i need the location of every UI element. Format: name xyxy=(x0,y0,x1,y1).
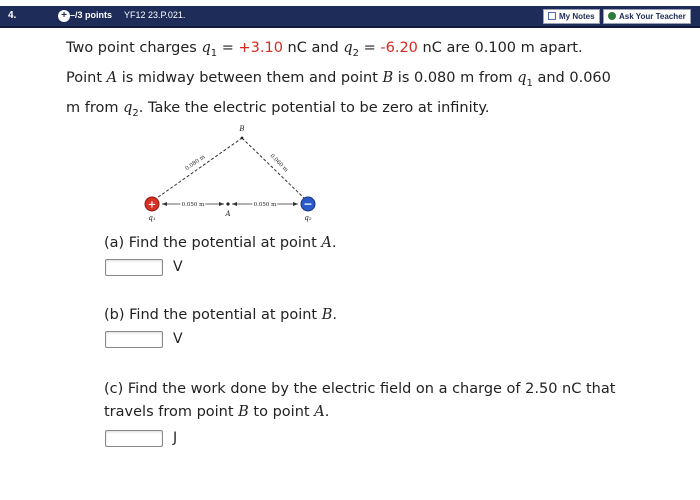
q2-sign: − xyxy=(303,197,313,211)
point-b-label: B xyxy=(321,307,333,323)
points-label: –/3 points xyxy=(70,10,113,20)
question-number: 4. xyxy=(8,10,17,21)
period: . xyxy=(324,404,330,420)
ask-plus-icon xyxy=(608,12,616,20)
part-a-answer-row xyxy=(105,256,183,278)
my-notes-label: My Notes xyxy=(559,12,595,21)
diagonal-b-q2 xyxy=(242,138,306,200)
problem-text: nC and xyxy=(282,40,344,56)
arrowhead xyxy=(293,202,298,206)
point-b-label: B xyxy=(238,404,249,420)
point-a-label: A xyxy=(314,404,325,420)
arrowhead xyxy=(232,202,237,206)
part-a-text: (a) Find the potential at point xyxy=(104,235,322,251)
part-c-text-line-1: (c) Find the work done by the electric field on a charge of 2.50 nC that xyxy=(104,381,616,397)
problem-text: is 0.080 m from xyxy=(393,69,518,86)
q2-subscript: 2 xyxy=(352,47,360,59)
arrowhead xyxy=(162,202,167,206)
label-dist-left-base: 0.050 m xyxy=(181,202,205,208)
equals: = xyxy=(217,40,239,56)
part-b-text: (b) Find the potential at point xyxy=(104,307,322,323)
q1-symbol: q xyxy=(201,40,211,56)
q1-subscript: 1 xyxy=(526,77,533,89)
q2-value: -6.20 xyxy=(380,40,418,56)
diagonal-q1-b xyxy=(154,138,242,200)
q1-symbol: q xyxy=(517,69,527,86)
part-a-prompt xyxy=(104,232,684,255)
problem-text: nC are 0.100 m apart. xyxy=(417,40,583,56)
q1-value: +3.10 xyxy=(238,40,283,56)
my-notes-button[interactable] xyxy=(543,9,600,24)
problem-line-1 xyxy=(66,36,686,66)
point-a-marker xyxy=(226,202,229,205)
part-b-answer-input[interactable] xyxy=(105,331,163,348)
part-c-answer-row xyxy=(105,427,177,449)
point-a-label: A xyxy=(321,235,332,251)
problem-text: Two point charges xyxy=(66,40,202,56)
period: . xyxy=(332,307,337,323)
ask-teacher-button[interactable] xyxy=(603,9,691,24)
part-c-text: travels from point xyxy=(104,404,239,420)
problem-text: . Take the electric potential to be zero at infinity. xyxy=(138,99,490,116)
part-c-prompt xyxy=(104,378,684,424)
part-b-unit: V xyxy=(173,331,183,347)
expand-plus-icon[interactable]: + xyxy=(58,10,70,22)
part-a-unit: V xyxy=(173,259,183,275)
part-c-text-line-2 xyxy=(104,401,684,424)
label-a: A xyxy=(225,210,231,218)
problem-line-2 xyxy=(66,66,686,96)
q2-symbol: q xyxy=(123,99,133,116)
part-c-text: to point xyxy=(248,404,315,420)
problem-statement xyxy=(66,36,686,126)
q2-subscript: 2 xyxy=(132,107,139,119)
point-b-label: B xyxy=(382,69,394,86)
label-dist-right-diag: 0.060 m xyxy=(268,153,289,174)
period: . xyxy=(331,235,337,251)
label-dist-right-base: 0.050 m xyxy=(253,202,277,208)
charges-diagram xyxy=(136,118,316,228)
part-c-unit: J xyxy=(173,430,178,446)
part-c-answer-input[interactable] xyxy=(105,430,163,447)
label-q2: q₂ xyxy=(304,214,312,222)
part-b-prompt xyxy=(104,304,684,327)
point-b-marker xyxy=(241,137,244,140)
question-header-bar xyxy=(0,6,700,28)
part-b-answer-row xyxy=(105,328,183,350)
problem-id: YF12 23.P.021. xyxy=(124,10,186,20)
q1-sign: + xyxy=(147,199,157,211)
label-b: B xyxy=(239,125,245,133)
point-a-label: A xyxy=(106,69,118,86)
arrowhead xyxy=(219,202,224,206)
ask-teacher-label: Ask Your Teacher xyxy=(619,12,686,21)
problem-text: Point xyxy=(66,69,107,86)
q2-symbol: q xyxy=(343,40,353,56)
notes-icon xyxy=(548,12,556,20)
q1-subscript: 1 xyxy=(210,47,218,59)
label-dist-left-diag: 0.080 m xyxy=(184,154,207,173)
equals: = xyxy=(359,40,381,56)
label-q1: q₁ xyxy=(148,214,156,222)
problem-text: m from xyxy=(66,99,124,116)
problem-text: and 0.060 xyxy=(532,69,611,86)
problem-text: is midway between them and point xyxy=(117,69,383,86)
part-a-answer-input[interactable] xyxy=(105,259,163,276)
